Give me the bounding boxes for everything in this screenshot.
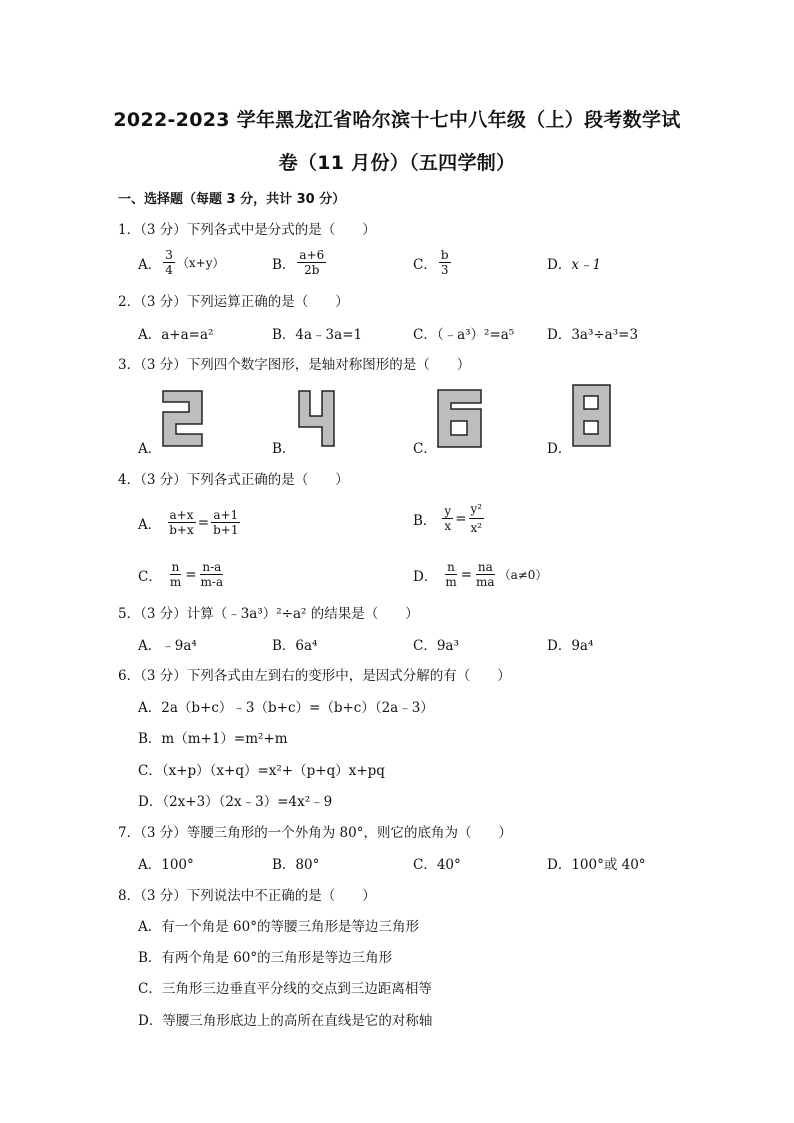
fraction bbox=[163, 248, 175, 277]
question-1-option-b bbox=[272, 248, 328, 277]
fraction-right bbox=[474, 560, 497, 589]
question-1-stem: 1．（3 分）下列各式中是分式的是（ ） bbox=[118, 222, 376, 238]
question-1-option-a bbox=[138, 248, 225, 277]
denominator: m bbox=[445, 575, 457, 589]
numerator: na bbox=[477, 560, 493, 574]
equals-sign: = bbox=[197, 514, 210, 531]
numerator: y² bbox=[469, 500, 485, 519]
denominator: 3 bbox=[440, 263, 449, 277]
question-4-option-a bbox=[138, 508, 242, 537]
question-6-option-a: A．2a（b+c）﹣3（b+c）=（b+c）（2a﹣3） bbox=[138, 700, 434, 716]
option-tail: （x+y） bbox=[176, 256, 225, 270]
digit-four-figure bbox=[298, 390, 336, 448]
question-5-stem: 5．（3 分）计算（﹣3a³）²÷a² 的结果是（ ） bbox=[118, 606, 419, 622]
fraction-right bbox=[199, 560, 226, 589]
option-label: A． bbox=[138, 516, 162, 533]
question-4-option-c bbox=[138, 560, 227, 589]
question-5-option-a: A．﹣9a⁴ bbox=[138, 638, 197, 654]
question-6-option-c: C．（x+p）（x+q）=x²+（p+q）x+pq bbox=[138, 763, 385, 779]
page-title-line1: 2022-2023 学年黑龙江省哈尔滨十七中八年级（上）段考数学试 bbox=[113, 109, 681, 131]
question-3-stem: 3．（3 分）下列四个数字图形，是轴对称图形的是（ ） bbox=[118, 357, 471, 373]
question-2-option-c: C．（﹣a³）²=a⁵ bbox=[413, 327, 515, 343]
fraction bbox=[297, 248, 326, 277]
question-8-option-c: C．三角形三边垂直平分线的交点到三边距离相等 bbox=[138, 981, 432, 997]
denominator: 4 bbox=[165, 263, 173, 277]
fraction-right bbox=[211, 508, 240, 537]
denominator: 2b bbox=[304, 263, 320, 277]
denominator: x² bbox=[470, 521, 483, 535]
fraction-left bbox=[167, 508, 196, 537]
denominator: m bbox=[169, 575, 182, 589]
option-label: B． bbox=[272, 256, 296, 273]
question-1-option-c bbox=[413, 248, 453, 277]
equals-sign: = bbox=[455, 510, 467, 527]
question-4-stem: 4．（3 分）下列各式正确的是（ ） bbox=[118, 472, 349, 488]
equals-sign: = bbox=[185, 566, 197, 583]
fraction bbox=[439, 248, 451, 277]
question-1-option-d bbox=[547, 253, 601, 273]
question-2-option-b: B．4a﹣3a=1 bbox=[272, 327, 363, 343]
question-4-option-d bbox=[413, 560, 547, 589]
question-7-stem: 7．（3 分）等腰三角形的一个外角为 80°，则它的底角为（ ） bbox=[118, 825, 512, 841]
denominator: b+x bbox=[169, 523, 194, 537]
question-7-option-a: A．100° bbox=[138, 857, 194, 873]
section-heading: 一、选择题（每题 3 分，共计 30 分） bbox=[118, 192, 346, 207]
digit-eight-figure bbox=[572, 384, 612, 448]
numerator: y bbox=[444, 504, 452, 518]
option-expression: x﹣1 bbox=[571, 257, 602, 273]
denominator: x bbox=[444, 519, 452, 533]
digit-two-figure bbox=[162, 390, 204, 448]
question-6-option-b: B．m（m+1）=m²+m bbox=[138, 731, 288, 747]
question-8-option-a: A．有一个角是 60°的等腰三角形是等边三角形 bbox=[138, 919, 419, 935]
digit-six-figure bbox=[437, 389, 483, 449]
numerator: a+1 bbox=[213, 508, 239, 522]
fraction-left bbox=[442, 504, 453, 533]
question-3-option-b-label: B． bbox=[272, 441, 296, 457]
numerator: a+6 bbox=[299, 248, 325, 262]
question-5-option-b: B．6a⁴ bbox=[272, 638, 318, 654]
question-2-stem: 2．（3 分）下列运算正确的是（ ） bbox=[118, 294, 349, 310]
question-3-option-d-label: D． bbox=[547, 441, 572, 457]
question-8-stem: 8．（3 分）下列说法中不正确的是（ ） bbox=[118, 888, 376, 904]
denominator: ma bbox=[476, 575, 495, 589]
question-3-option-a-label: A． bbox=[138, 441, 162, 457]
fraction-left bbox=[443, 560, 458, 589]
question-8-option-b: B．有两个角是 60°的三角形是等边三角形 bbox=[138, 950, 393, 966]
question-6-stem: 6．（3 分）下列各式由左到右的变形中，是因式分解的有（ ） bbox=[118, 668, 511, 684]
fraction-right bbox=[469, 500, 485, 537]
denominator: b+1 bbox=[213, 523, 239, 537]
option-label: C． bbox=[138, 568, 162, 585]
option-label: D． bbox=[413, 568, 438, 585]
option-label: B． bbox=[413, 512, 437, 529]
question-2-option-d: D．3a³÷a³=3 bbox=[547, 327, 639, 343]
numerator: 3 bbox=[165, 248, 173, 262]
numerator: n bbox=[447, 560, 455, 574]
numerator: n-a bbox=[202, 560, 222, 574]
numerator: a+x bbox=[169, 508, 194, 522]
option-label: A． bbox=[138, 256, 162, 273]
question-3-option-c-label: C． bbox=[413, 441, 437, 457]
option-label: D． bbox=[547, 257, 572, 273]
question-7-option-c: C．40° bbox=[413, 857, 461, 873]
question-2-option-a: A．a+a=a² bbox=[138, 327, 214, 343]
question-8-option-d: D．等腰三角形底边上的高所在直线是它的对称轴 bbox=[138, 1013, 433, 1029]
fraction-left bbox=[168, 560, 183, 589]
question-7-option-d: D．100°或 40° bbox=[547, 857, 646, 873]
question-5-option-c: C．9a³ bbox=[413, 638, 459, 654]
option-condition: （a≠0） bbox=[498, 568, 548, 582]
equals-sign: = bbox=[460, 566, 473, 583]
page-title-line2: 卷（11 月份）（五四学制） bbox=[278, 152, 516, 174]
question-7-option-b: B．80° bbox=[272, 857, 320, 873]
denominator: m-a bbox=[200, 575, 224, 589]
question-5-option-d: D．9a⁴ bbox=[547, 638, 594, 654]
option-label: C． bbox=[413, 256, 437, 273]
question-4-option-b bbox=[413, 500, 486, 537]
numerator: b bbox=[440, 248, 449, 262]
numerator: n bbox=[171, 560, 180, 574]
question-6-option-d: D．（2x+3）（2x﹣3）=4x²﹣9 bbox=[138, 794, 333, 810]
